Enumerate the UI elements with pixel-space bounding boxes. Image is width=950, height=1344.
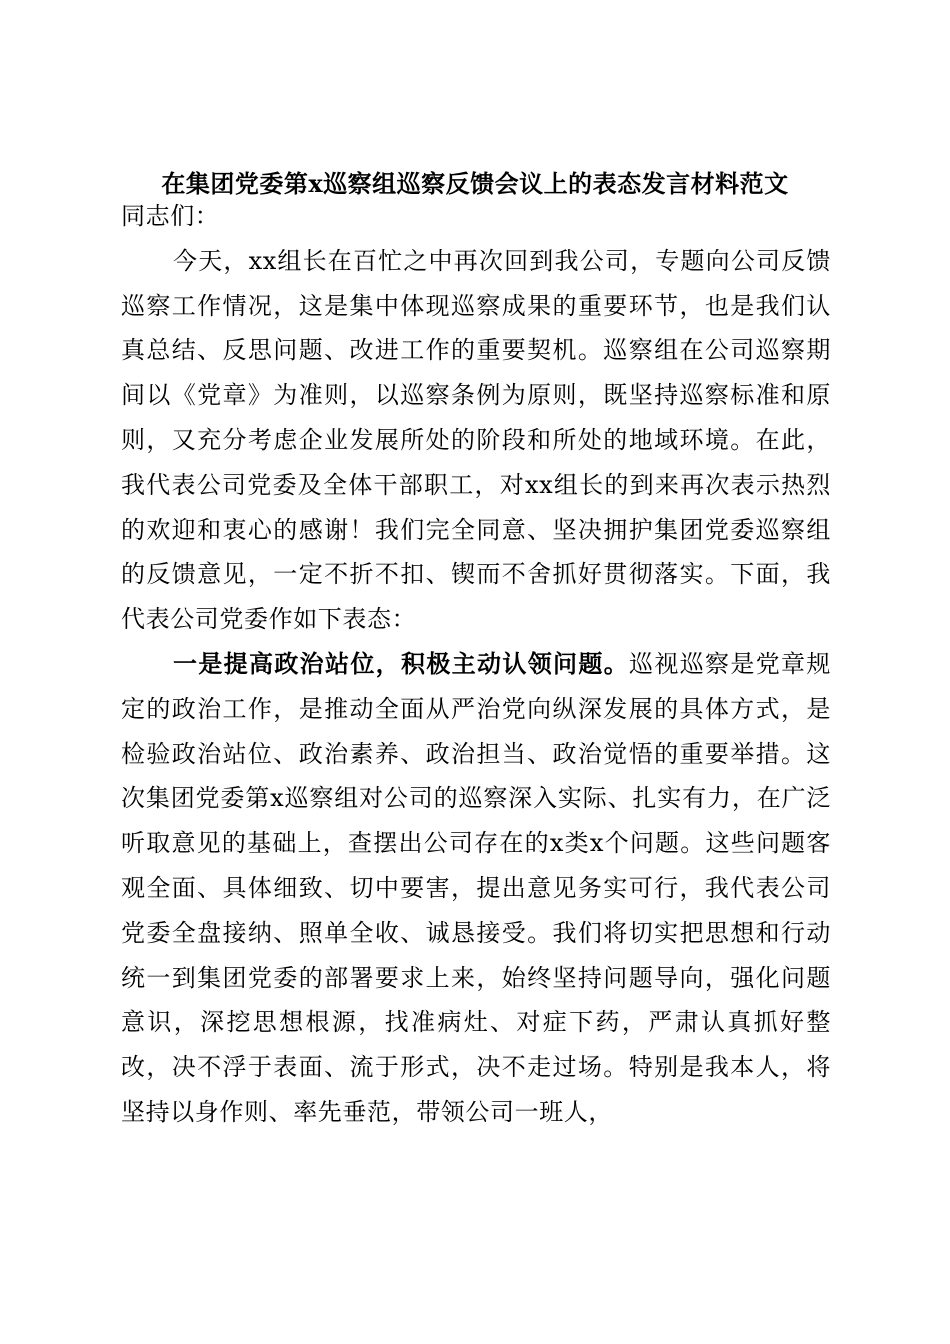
- paragraph-text: 今天，xx组长在百忙之中再次回到我公司，专题向公司反馈巡察工作情况，这是集中体现巡察成果的重要环节，也是我们认真总结、反思问题、改进工作的重要契机。巡察组在公司巡察期间以《党章》为准则，以巡察条例为原则，既坚持巡察标准和原则，又充分考虑企业发展所处的阶段和所处的地域环境。在此，我代表公司党委及全体干部职工，对xx组长的到来再次表示热烈的欢迎和衷心的感谢！我们完全同意、坚决拥护集团党委巡察组的反馈意见，一定不折不扣、锲而不舍抓好贯彻落实。下面，我代表公司党委作如下表态：: [121, 246, 831, 634]
- paragraph-text: 巡视巡察是党章规定的政治工作，是推动全面从严治党向纵深发展的具体方式，是检验政治站位、政治素养、政治担当、政治觉悟的重要举措。这次集团党委第x巡察组对公司的巡察深入实际、扎实有力，在广泛听取意见的基础上，查摆出公司存在的x类x个问题。这些问题客观全面、具体细致、切中要害，提出意见务实可行，我代表公司党委全盘接纳、照单全收、诚恳接受。我们将切实把思想和行动统一到集团党委的部署要求上来，始终坚持问题导向，强化问题意识，深挖思想根源，找准病灶、对症下药，严肃认真抓好整改，决不浮于表面、流于形式，决不走过场。特别是我本人，将坚持以身作则、率先垂范，带领公司一班人，: [121, 649, 831, 1126]
- document-body: [121, 194, 831, 1135]
- paragraph-point-one: [121, 642, 831, 1135]
- document-title: 在集团党委第x巡察组巡察反馈会议上的表态发言材料范文: [161, 169, 789, 198]
- paragraph-opening: [121, 239, 831, 642]
- salutation: 同志们：: [121, 202, 220, 230]
- paragraph-lead: 一是提高政治站位，积极主动认领问题。: [173, 648, 630, 678]
